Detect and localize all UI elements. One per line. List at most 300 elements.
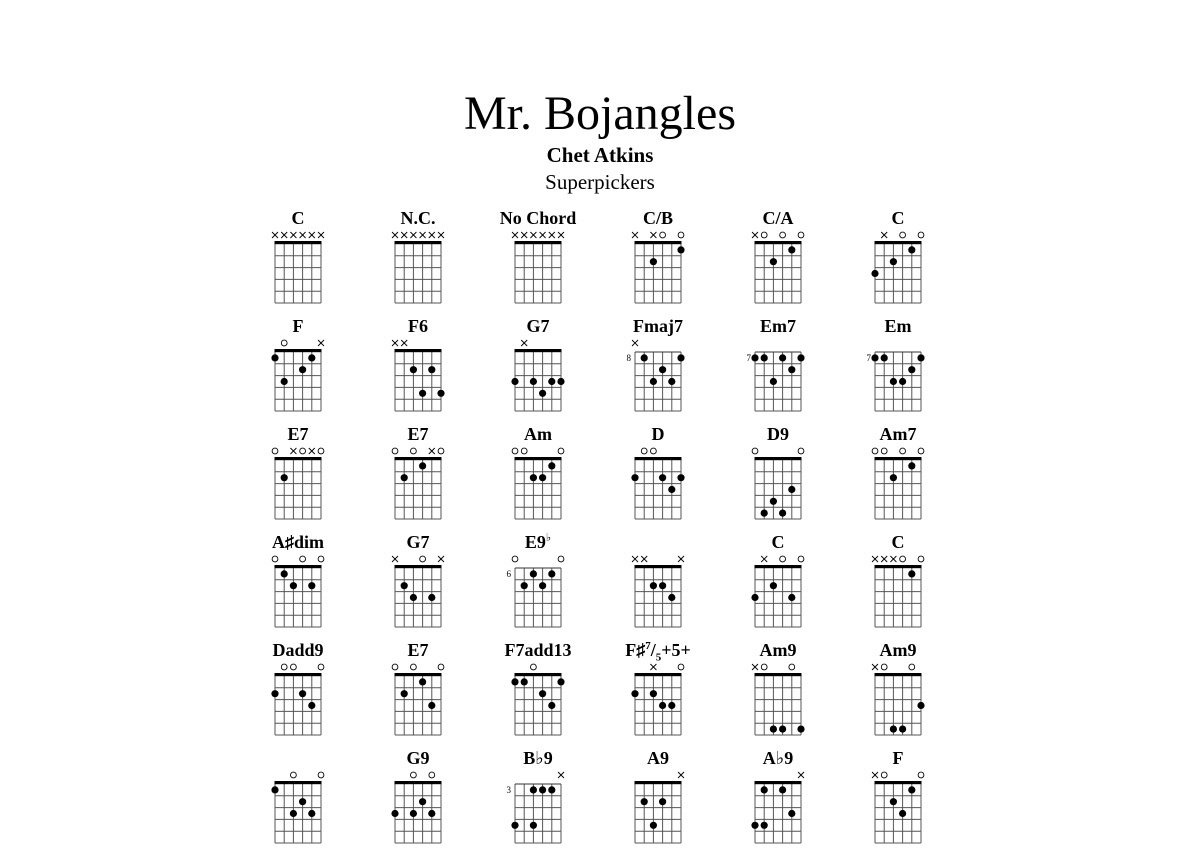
finger-dot	[428, 810, 435, 817]
chord-name-root: Fmaj7	[633, 316, 683, 336]
nut	[275, 565, 322, 568]
fret-number: 7	[746, 353, 751, 363]
chord-grid	[598, 316, 718, 421]
nut	[755, 673, 802, 676]
chord-diagram	[598, 316, 718, 421]
chord-grid	[478, 316, 598, 421]
chord-grid	[238, 316, 358, 421]
open-string-marker	[881, 772, 887, 778]
nut	[515, 673, 562, 676]
chord-name-root: D9	[767, 424, 789, 444]
open-string-marker	[438, 448, 444, 454]
finger-dot	[650, 258, 657, 265]
finger-dot	[539, 474, 546, 481]
open-string-marker	[918, 448, 924, 454]
open-string-marker	[392, 664, 398, 670]
finger-dot	[899, 810, 906, 817]
chord-diagram	[478, 316, 598, 421]
open-string-marker	[918, 772, 924, 778]
nut	[395, 781, 442, 784]
chord-name-root: A♭9	[762, 748, 794, 768]
finger-dot	[419, 678, 426, 685]
finger-dot	[659, 582, 666, 589]
chord-grid	[718, 748, 838, 853]
finger-dot	[511, 378, 518, 385]
open-string-marker	[411, 772, 417, 778]
chord-grid	[238, 208, 358, 313]
finger-dot	[299, 798, 306, 805]
nut	[755, 781, 802, 784]
nut	[875, 565, 922, 568]
open-string-marker	[512, 448, 518, 454]
chord-name-root: Am	[524, 424, 552, 444]
nut	[875, 241, 922, 244]
album-name: Superpickers	[545, 170, 655, 194]
chord-name-root: F6	[408, 316, 428, 336]
chord-name-root: Am9	[759, 640, 797, 660]
chord-name-root: Am9	[879, 640, 917, 660]
chord-diagram	[238, 748, 358, 853]
open-string-marker	[752, 448, 758, 454]
finger-dot	[631, 474, 638, 481]
chord-name-root: G9	[406, 748, 430, 768]
finger-dot	[530, 378, 537, 385]
finger-dot	[290, 810, 297, 817]
finger-dot	[779, 510, 786, 517]
fret-number: 8	[626, 353, 631, 363]
finger-dot	[271, 786, 278, 793]
finger-dot	[899, 378, 906, 385]
finger-dot	[668, 486, 675, 493]
finger-dot	[899, 726, 906, 733]
finger-dot	[308, 702, 315, 709]
chord-diagram	[238, 208, 358, 313]
finger-dot	[788, 486, 795, 493]
chord-diagram	[598, 424, 718, 529]
finger-dot	[751, 354, 758, 361]
nut	[635, 457, 682, 460]
finger-dot	[668, 378, 675, 385]
chord-grid	[358, 316, 478, 421]
chord-grid	[838, 208, 958, 313]
open-string-marker	[558, 448, 564, 454]
chord-name-root: Am7	[879, 424, 917, 444]
finger-dot	[521, 582, 528, 589]
chord-grid	[598, 208, 718, 313]
chord-name-root: E7	[287, 424, 309, 444]
chord-grid	[718, 532, 838, 637]
finger-dot	[548, 786, 555, 793]
nut	[515, 457, 562, 460]
open-string-marker	[761, 232, 767, 238]
finger-dot	[779, 786, 786, 793]
open-string-marker	[318, 448, 324, 454]
chord-grid	[358, 748, 478, 853]
chord-name-root: Dadd9	[272, 640, 324, 660]
open-string-marker	[660, 232, 666, 238]
finger-dot	[761, 822, 768, 829]
finger-dot	[401, 582, 408, 589]
chord-diagram	[838, 640, 958, 745]
finger-dot	[890, 798, 897, 805]
finger-dot	[770, 582, 777, 589]
chord-diagram	[598, 640, 718, 745]
finger-dot	[751, 822, 758, 829]
open-string-marker	[780, 556, 786, 562]
finger-dot	[659, 702, 666, 709]
chord-diagram	[838, 424, 958, 529]
finger-dot	[908, 570, 915, 577]
open-string-marker	[900, 556, 906, 562]
finger-dot	[797, 726, 804, 733]
finger-dot	[797, 354, 804, 361]
open-string-marker	[521, 448, 527, 454]
open-string-marker	[558, 556, 564, 562]
nut	[395, 241, 442, 244]
nut	[515, 349, 562, 352]
finger-dot	[668, 702, 675, 709]
finger-dot	[281, 570, 288, 577]
chord-grid	[598, 532, 718, 637]
finger-dot	[299, 690, 306, 697]
finger-dot	[419, 462, 426, 469]
finger-dot	[530, 570, 537, 577]
nut	[275, 349, 322, 352]
chord-grid	[358, 532, 478, 637]
chord-name-root: E7	[407, 424, 429, 444]
open-string-marker	[300, 556, 306, 562]
finger-dot	[428, 594, 435, 601]
finger-dot	[428, 702, 435, 709]
finger-dot	[770, 498, 777, 505]
chord-name-root: C	[291, 208, 305, 228]
open-string-marker	[798, 448, 804, 454]
chord-name-root: C	[891, 208, 905, 228]
finger-dot	[548, 378, 555, 385]
finger-dot	[659, 366, 666, 373]
finger-dot	[650, 582, 657, 589]
finger-dot	[908, 246, 915, 253]
chord-diagram	[358, 316, 478, 421]
nut	[755, 565, 802, 568]
open-string-marker	[531, 664, 537, 670]
chord-grid	[478, 640, 598, 745]
chord-name-root: Em7	[760, 316, 796, 336]
chord-diagram	[718, 640, 838, 745]
open-string-marker	[761, 664, 767, 670]
chord-name-root: A♯dim	[271, 532, 324, 552]
chord-grid	[238, 424, 358, 529]
finger-dot	[871, 270, 878, 277]
chord-diagram	[358, 748, 478, 853]
finger-dot	[401, 690, 408, 697]
nut	[635, 241, 682, 244]
chord-diagram	[478, 532, 598, 637]
finger-dot	[391, 810, 398, 817]
chord-grid	[718, 640, 838, 745]
nut	[875, 457, 922, 460]
finger-dot	[677, 246, 684, 253]
nut	[515, 241, 562, 244]
finger-dot	[641, 798, 648, 805]
chord-name-root: C/B	[642, 208, 673, 228]
finger-dot	[557, 378, 564, 385]
finger-dot	[668, 594, 675, 601]
chord-grid	[598, 424, 718, 529]
chord-diagram	[358, 532, 478, 637]
finger-dot	[410, 594, 417, 601]
open-string-marker	[798, 232, 804, 238]
chord-grid	[838, 424, 958, 529]
chord-grid	[478, 748, 598, 853]
finger-dot	[530, 786, 537, 793]
finger-dot	[557, 678, 564, 685]
finger-dot	[410, 810, 417, 817]
chord-name-root: N.C.	[400, 208, 436, 228]
chord-grid	[598, 748, 718, 853]
chord-diagram	[838, 316, 958, 421]
chord-diagram	[478, 640, 598, 745]
nut	[275, 241, 322, 244]
open-string-marker	[291, 772, 297, 778]
finger-dot	[779, 726, 786, 733]
finger-dot	[908, 366, 915, 373]
chord-name-root: No Chord	[499, 208, 577, 228]
finger-dot	[410, 366, 417, 373]
chord-name-root: G7	[526, 316, 550, 336]
finger-dot	[437, 390, 444, 397]
open-string-marker	[411, 448, 417, 454]
open-string-marker	[641, 448, 647, 454]
finger-dot	[677, 474, 684, 481]
fret-number: 7	[866, 353, 871, 363]
finger-dot	[539, 786, 546, 793]
finger-dot	[271, 690, 278, 697]
finger-dot	[770, 378, 777, 385]
open-string-marker	[881, 448, 887, 454]
chord-grid	[478, 424, 598, 529]
finger-dot	[539, 390, 546, 397]
finger-dot	[290, 582, 297, 589]
chord-name-root: Em	[884, 316, 912, 336]
chord-name-root: F	[292, 316, 304, 336]
open-string-marker	[281, 340, 287, 346]
finger-dot	[539, 690, 546, 697]
chord-diagram	[718, 748, 838, 853]
finger-dot	[881, 354, 888, 361]
open-string-marker	[512, 556, 518, 562]
chord-diagram	[718, 208, 838, 313]
nut	[395, 349, 442, 352]
nut	[275, 673, 322, 676]
chord-grid	[478, 532, 598, 637]
chord-name-root: A9	[647, 748, 669, 768]
open-string-marker	[438, 664, 444, 670]
finger-dot	[770, 258, 777, 265]
finger-dot	[788, 810, 795, 817]
open-string-marker	[651, 448, 657, 454]
chord-name-root: C/A	[762, 208, 794, 228]
chord-diagram	[598, 532, 718, 637]
chord-diagram	[238, 532, 358, 637]
finger-dot	[271, 354, 278, 361]
finger-dot	[308, 354, 315, 361]
nut	[755, 457, 802, 460]
open-string-marker	[281, 664, 287, 670]
open-string-marker	[789, 664, 795, 670]
finger-dot	[659, 474, 666, 481]
finger-dot	[871, 354, 878, 361]
chord-name-slash: /	[650, 640, 656, 660]
finger-dot	[788, 594, 795, 601]
chord-diagram	[478, 748, 598, 853]
open-string-marker	[678, 664, 684, 670]
finger-dot	[659, 798, 666, 805]
finger-dot	[511, 822, 518, 829]
finger-dot	[401, 474, 408, 481]
finger-dot	[308, 582, 315, 589]
chord-name-root: C	[771, 532, 785, 552]
chord-name-root: E9	[524, 532, 546, 552]
chord-name-root: D	[651, 424, 665, 444]
finger-dot	[650, 690, 657, 697]
finger-dot	[770, 726, 777, 733]
finger-dot	[908, 462, 915, 469]
finger-dot	[281, 474, 288, 481]
finger-dot	[299, 366, 306, 373]
chord-grid	[598, 640, 718, 745]
finger-dot	[548, 570, 555, 577]
finger-dot	[650, 378, 657, 385]
finger-dot	[890, 258, 897, 265]
finger-dot	[890, 378, 897, 385]
chord-grid	[238, 532, 358, 637]
chord-name-root: F	[892, 748, 904, 768]
finger-dot	[428, 366, 435, 373]
chord-diagram	[838, 748, 958, 853]
finger-dot	[890, 726, 897, 733]
open-string-marker	[909, 664, 915, 670]
finger-dot	[761, 786, 768, 793]
chord-name-extension: +5+	[661, 640, 691, 660]
finger-dot	[419, 390, 426, 397]
chord-name-root: E7	[407, 640, 429, 660]
finger-dot	[548, 462, 555, 469]
finger-dot	[890, 474, 897, 481]
chord-grid	[838, 532, 958, 637]
nut	[875, 781, 922, 784]
finger-dot	[511, 678, 518, 685]
open-string-marker	[300, 448, 306, 454]
open-string-marker	[881, 664, 887, 670]
finger-dot	[650, 822, 657, 829]
nut	[635, 673, 682, 676]
finger-dot	[419, 798, 426, 805]
chord-grid	[238, 748, 358, 853]
open-string-marker	[272, 448, 278, 454]
open-string-marker	[918, 556, 924, 562]
chord-diagram	[238, 424, 358, 529]
chord-diagram	[838, 208, 958, 313]
finger-dot	[308, 810, 315, 817]
nut	[275, 781, 322, 784]
chord-diagram	[718, 316, 838, 421]
nut	[275, 457, 322, 460]
chord-name-subscript: 5	[655, 651, 662, 664]
chord-diagram	[358, 424, 478, 529]
nut	[395, 565, 442, 568]
chord-diagram	[718, 532, 838, 637]
finger-dot	[917, 354, 924, 361]
open-string-marker	[420, 556, 426, 562]
chord-diagram	[838, 532, 958, 637]
chord-diagram	[598, 748, 718, 853]
chord-grid	[358, 208, 478, 313]
chord-name-root: G7	[406, 532, 430, 552]
fret-number: 6	[506, 569, 511, 579]
finger-dot	[530, 474, 537, 481]
nut	[635, 781, 682, 784]
open-string-marker	[392, 448, 398, 454]
finger-dot	[530, 822, 537, 829]
nut	[875, 673, 922, 676]
chord-grid	[838, 316, 958, 421]
artist-name: Chet Atkins	[546, 143, 654, 167]
finger-dot	[281, 378, 288, 385]
chord-diagram	[238, 316, 358, 421]
open-string-marker	[318, 772, 324, 778]
chord-grid	[478, 208, 598, 313]
open-string-marker	[318, 556, 324, 562]
finger-dot	[908, 786, 915, 793]
open-string-marker	[429, 772, 435, 778]
chord-grid	[358, 424, 478, 529]
chord-grid	[358, 640, 478, 745]
nut	[635, 565, 682, 568]
song-title: Mr. Bojangles	[464, 87, 736, 140]
nut	[755, 241, 802, 244]
open-string-marker	[291, 664, 297, 670]
finger-dot	[631, 690, 638, 697]
chord-grid	[838, 640, 958, 745]
chord-diagram	[478, 424, 598, 529]
chord-diagram	[358, 208, 478, 313]
finger-dot	[548, 702, 555, 709]
finger-dot	[788, 366, 795, 373]
finger-dot	[779, 354, 786, 361]
chord-name-superscript: ♭	[545, 532, 552, 544]
finger-dot	[761, 354, 768, 361]
chord-name-root: F7add13	[504, 640, 572, 660]
open-string-marker	[272, 556, 278, 562]
finger-dot	[788, 246, 795, 253]
finger-dot	[761, 510, 768, 517]
finger-dot	[641, 354, 648, 361]
chord-grid	[718, 208, 838, 313]
open-string-marker	[900, 448, 906, 454]
nut	[395, 457, 442, 460]
chord-diagram	[238, 640, 358, 745]
nut	[395, 673, 442, 676]
open-string-marker	[900, 232, 906, 238]
open-string-marker	[411, 664, 417, 670]
chord-diagram	[718, 424, 838, 529]
finger-dot	[539, 582, 546, 589]
chord-name-root: B♭9	[523, 748, 553, 768]
finger-dot	[917, 702, 924, 709]
chord-name-superscript: 7	[645, 640, 651, 652]
chord-grid	[718, 316, 838, 421]
